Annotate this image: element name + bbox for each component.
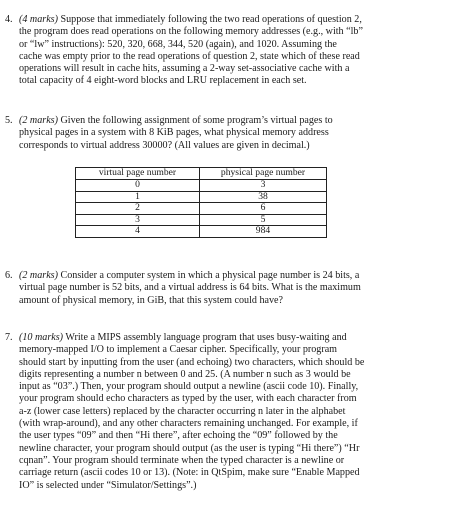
marks-label: (2 marks): [19, 115, 58, 126]
question-number: 4.: [5, 14, 13, 25]
question-line: operations will result in cache hits, assuming a 2-way set-associative cache with a: [19, 63, 350, 75]
question-text: [19, 332, 456, 492]
question-line: IO” is selected under “Simulator/Settings”.): [19, 479, 197, 491]
question-line: input as “03”.) Then, your program should output a newline (ascii code 10). Finally,: [19, 381, 359, 393]
question-line: amount of physical memory, in GiB, that this system could have?: [19, 294, 283, 306]
table-row: [76, 191, 327, 203]
table-cell: 4: [76, 226, 200, 238]
question-line: memory-mapped I/O to implement a Caesar cipher. Specifically, your program: [19, 344, 338, 356]
table-cell: 0: [76, 180, 200, 192]
question-number: 7.: [5, 332, 13, 343]
question-line: (2 marks) Given the following assignment of some program’s virtual pages to: [19, 115, 333, 126]
table-cell: 2: [76, 203, 200, 215]
table-cell: 6: [200, 203, 327, 215]
question-line: your program should echo characters as typed by the user, with each character from: [19, 393, 357, 405]
question-line: or “lw” instructions): 520, 320, 668, 344, 520 (again), and 1020. Assuming the: [19, 38, 337, 50]
table-cell: 984: [200, 226, 327, 238]
question-line: the user types “09” and then “Hi there”, after echoing the “09” followed by the: [19, 430, 338, 442]
page-table: [75, 167, 327, 238]
question-line: virtual page number is 52 bits, and a virtual address is 64 bits. What is the maximum: [19, 282, 361, 294]
column-header: virtual page number: [76, 168, 200, 180]
question-line: newline character, your program should output (as the user is typing “Hi there”) “Hr: [19, 442, 360, 454]
table-cell: 3: [200, 180, 327, 192]
question-text: [19, 270, 456, 307]
question-line: total capacity of 4 eight-word blocks and LRU replacement in each set.: [19, 75, 307, 87]
question-line: the program does read operations on the following memory addresses (e.g., with “lb”: [19, 26, 363, 38]
question-line: a-z (lower case letters) replaced by the character occurring n later in the alphabet: [19, 405, 346, 417]
question-text: [19, 14, 456, 88]
table-cell: 5: [200, 214, 327, 226]
question-text: [19, 115, 456, 152]
question-number: 5.: [5, 115, 13, 126]
column-header: physical page number: [200, 168, 327, 180]
marks-label: (4 marks): [19, 14, 58, 25]
table-cell: 38: [200, 191, 327, 203]
table-row: [76, 214, 327, 226]
question-line: cache was empty prior to the read operations of question 2, state which of these read: [19, 50, 360, 62]
question-number: 6.: [5, 270, 13, 281]
question-line: (10 marks) Write a MIPS assembly language program that uses busy-waiting and: [19, 332, 347, 343]
marks-label: (10 marks): [19, 332, 64, 343]
table-header-row: [76, 168, 327, 180]
table-cell: 3: [76, 214, 200, 226]
question-line: physical pages in a system with 8 KiB pages, what physical memory address: [19, 127, 329, 139]
table-row: [76, 203, 327, 215]
question-line: cqnan”. Your program should terminate when the typed character is a newline or: [19, 454, 345, 466]
question-line: should start by inputting from the user (and echoing) two characters, which should be: [19, 356, 365, 368]
table-row: [76, 226, 327, 238]
question-line: digits representing a number n between 0 and 25. (A number n such as 3 would be: [19, 368, 351, 380]
table-row: [76, 180, 327, 192]
marks-label: (2 marks): [19, 270, 58, 281]
question-line: carriage return (ascii codes 10 or 13). (Note: in QtSpim, make sure “Enable Mapped: [19, 467, 360, 479]
question-line: corresponds to virtual address 30000? (All values are given in decimal.): [19, 139, 310, 151]
table-cell: 1: [76, 191, 200, 203]
question-line: (2 marks) Consider a computer system in which a physical page number is 24 bits, a: [19, 270, 360, 281]
question-line: (4 marks) Suppose that immediately following the two read operations of question 2,: [19, 14, 362, 25]
question-line: (with wrap-around), and any other characters remaining unchanged. For example, if: [19, 418, 358, 430]
